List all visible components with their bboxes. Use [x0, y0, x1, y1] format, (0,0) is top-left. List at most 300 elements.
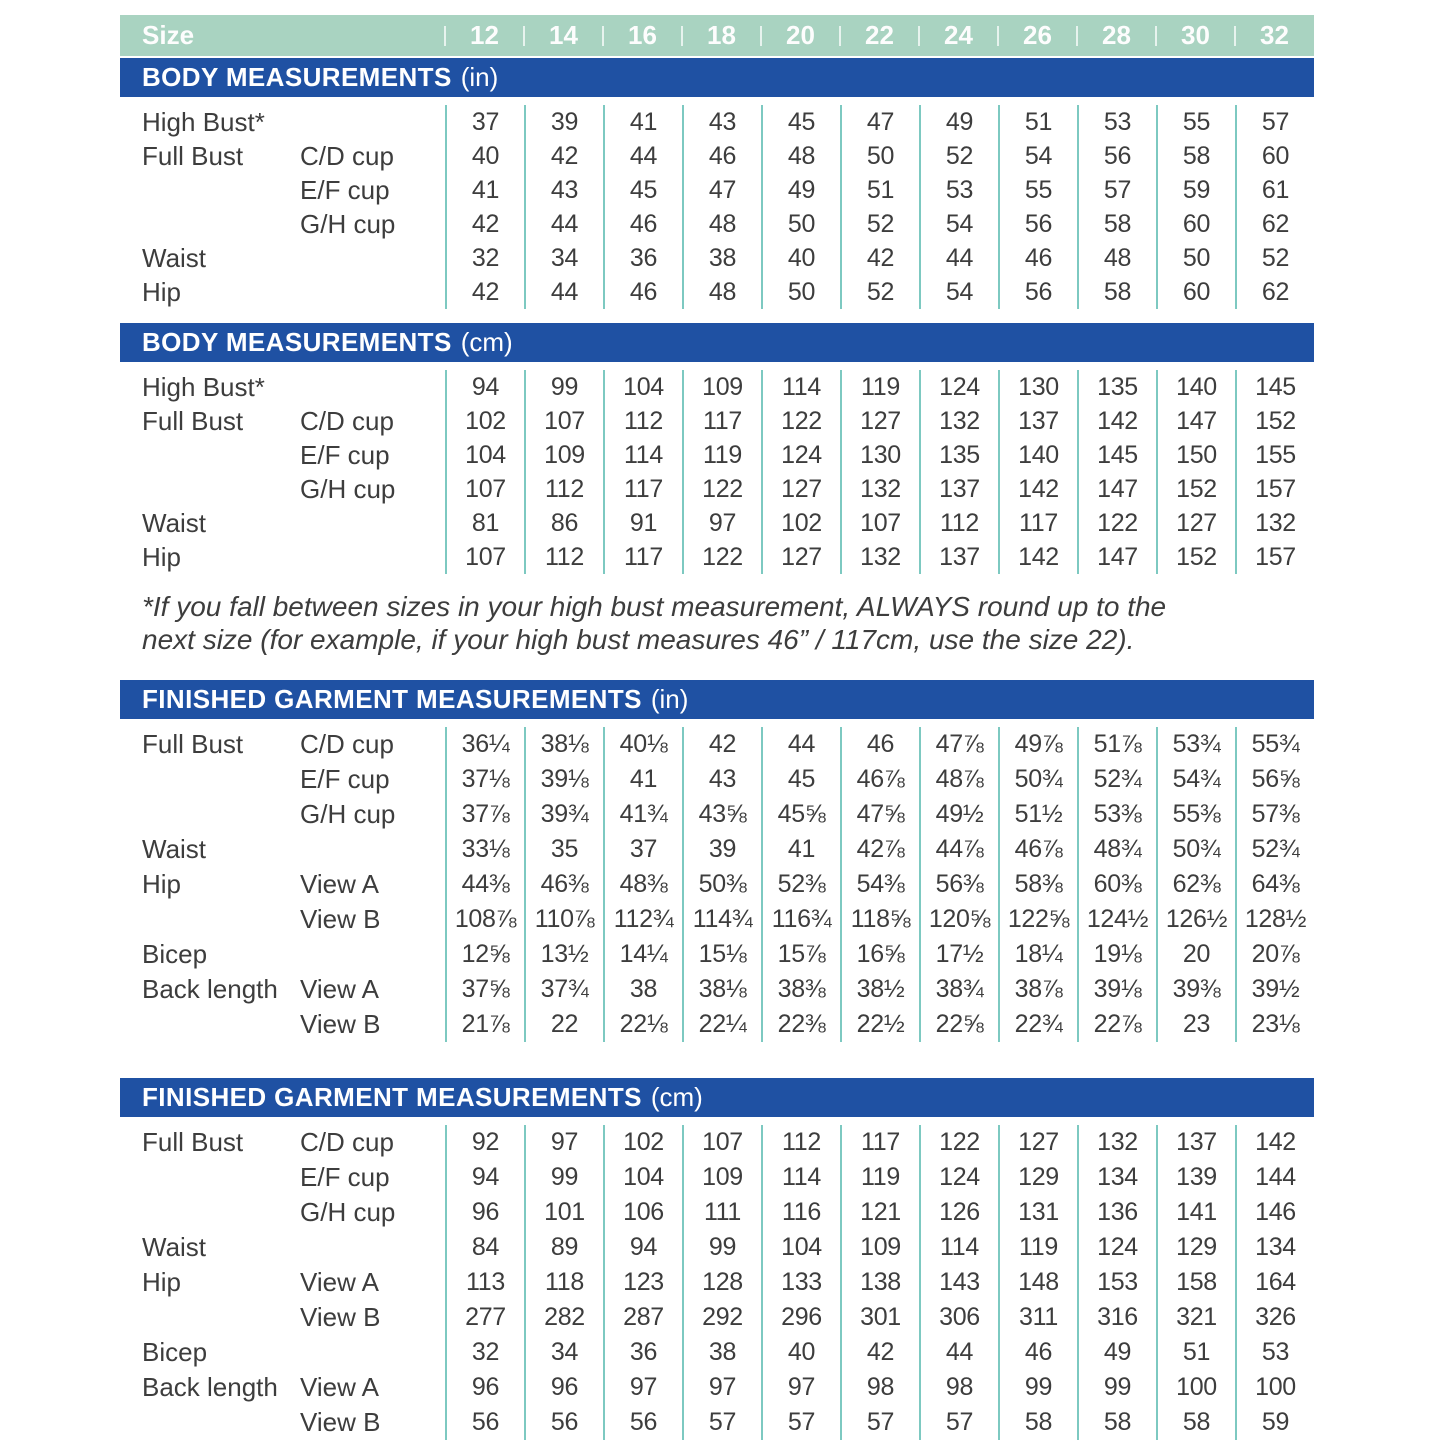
measurement-value: 37: [603, 832, 682, 867]
measurement-value: 38⅞: [998, 972, 1077, 1007]
row-sublabel: E/F cup: [300, 439, 390, 470]
measurement-value: 147: [1156, 404, 1235, 438]
measurement-value: 51: [840, 173, 919, 207]
measurement-value: 157: [1235, 540, 1314, 574]
measurement-value: 41: [603, 105, 682, 139]
measurement-value: 42⅞: [840, 832, 919, 867]
measurement-value: 130: [840, 438, 919, 472]
measurement-value: 39⅜: [1156, 972, 1235, 1007]
finished-garment-cm-table: [120, 1078, 1314, 1440]
measurement-value: 326: [1235, 1300, 1314, 1335]
measurement-value: 116: [761, 1195, 840, 1230]
measurement-value: 41: [445, 173, 524, 207]
measurement-value: 127: [761, 540, 840, 574]
measurement-value: 112¾: [603, 902, 682, 937]
row-sublabel: E/F cup: [300, 1162, 390, 1192]
measurement-value: 311: [998, 1300, 1077, 1335]
row-label: Full Bust: [142, 1127, 244, 1157]
measurement-value: 107: [524, 404, 603, 438]
measurement-value: 106: [603, 1195, 682, 1230]
measurement-value: 136: [1077, 1195, 1156, 1230]
body-measurements-in-table: [120, 58, 1314, 309]
measurement-value: 109: [840, 1230, 919, 1265]
measurement-value: 113: [445, 1265, 524, 1300]
measurement-value: 60: [1156, 207, 1235, 241]
measurement-value: 44: [919, 241, 998, 275]
measurement-value: 147: [1077, 540, 1156, 574]
measurement-value: 60: [1156, 275, 1235, 309]
measurement-value: 47: [682, 173, 761, 207]
measurement-value: 48: [761, 139, 840, 173]
measurement-value: 62: [1235, 207, 1314, 241]
measurement-value: 131: [998, 1195, 1077, 1230]
measurement-value: 112: [524, 540, 603, 574]
measurement-value: 91: [603, 506, 682, 540]
measurement-value: 127: [840, 404, 919, 438]
measurement-value: 122: [1077, 506, 1156, 540]
measurement-value: 58: [1156, 139, 1235, 173]
sizing-note-line-1: *If you fall between sizes in your high bust measurement, ALWAYS round up to the: [142, 591, 1167, 622]
measurement-value: 122: [682, 540, 761, 574]
measurement-value: 52: [840, 275, 919, 309]
measurement-value: 145: [1077, 438, 1156, 472]
measurement-value: 137: [1156, 1125, 1235, 1160]
measurement-value: 117: [603, 472, 682, 506]
row-sublabel: G/H cup: [300, 1197, 396, 1227]
measurement-value: 58: [1077, 1405, 1156, 1440]
measurement-value: 148: [998, 1265, 1077, 1300]
row-sublabel: [300, 241, 445, 275]
size-column-header: 14: [524, 20, 603, 51]
measurement-value: 46⅞: [840, 762, 919, 797]
measurement-value: 40: [761, 241, 840, 275]
measurement-value: 97: [682, 1370, 761, 1405]
measurement-value: 107: [445, 472, 524, 506]
measurement-value: 287: [603, 1300, 682, 1335]
size-column-header: 30: [1156, 20, 1235, 51]
measurement-value: 34: [524, 241, 603, 275]
measurement-value: 48⅞: [919, 762, 998, 797]
measurement-value: 47: [840, 105, 919, 139]
measurement-value: 57: [1235, 105, 1314, 139]
measurement-value: 49½: [919, 797, 998, 832]
measurement-value: 46⅜: [524, 867, 603, 902]
measurement-value: 316: [1077, 1300, 1156, 1335]
row-label: High Bust*: [142, 106, 265, 137]
measurement-value: 58: [998, 1405, 1077, 1440]
measurement-value: 99: [998, 1370, 1077, 1405]
measurement-value: 22⅞: [1077, 1007, 1156, 1042]
row-sublabel: View A: [300, 974, 380, 1004]
row-label: [120, 1405, 300, 1440]
row-label: Hip: [142, 276, 182, 307]
measurement-value: 104: [603, 1160, 682, 1195]
row-label: Hip: [142, 541, 182, 572]
measurement-value: 23: [1156, 1007, 1235, 1042]
row-label: [120, 472, 300, 506]
measurement-value: 49⅞: [998, 727, 1077, 762]
measurement-value: 40: [445, 139, 524, 173]
measurement-value: 145: [1235, 370, 1314, 404]
row-sublabel: C/D cup: [300, 405, 394, 436]
measurement-value: 44: [524, 275, 603, 309]
measurement-value: 62: [1235, 275, 1314, 309]
measurement-value: 96: [445, 1370, 524, 1405]
measurement-value: 39⅛: [524, 762, 603, 797]
measurement-value: 109: [524, 438, 603, 472]
sizing-note-line-2: next size (for example, if your high bust measures 46” / 117cm, use the size 22).: [142, 624, 1135, 655]
row-label: Back length: [142, 974, 278, 1004]
row-sublabel: View B: [300, 1302, 381, 1332]
measurement-value: 92: [445, 1125, 524, 1160]
measurement-value: 58⅜: [998, 867, 1077, 902]
measurement-value: 139: [1156, 1160, 1235, 1195]
measurement-value: 46: [682, 139, 761, 173]
measurement-value: 104: [761, 1230, 840, 1265]
measurement-value: 321: [1156, 1300, 1235, 1335]
measurement-table: [120, 1117, 1314, 1440]
measurement-value: 22⅝: [919, 1007, 998, 1042]
row-sublabel: C/D cup: [300, 729, 394, 759]
measurement-value: 109: [682, 1160, 761, 1195]
measurement-value: 50¾: [1156, 832, 1235, 867]
measurement-value: 118⅝: [840, 902, 919, 937]
measurement-value: 111: [682, 1195, 761, 1230]
measurement-value: 153: [1077, 1265, 1156, 1300]
measurement-value: 43: [682, 762, 761, 797]
measurement-value: 50: [761, 207, 840, 241]
measurement-value: 301: [840, 1300, 919, 1335]
measurement-value: 44: [919, 1335, 998, 1370]
measurement-value: 144: [1235, 1160, 1314, 1195]
measurement-value: 49: [1077, 1335, 1156, 1370]
measurement-value: 40⅛: [603, 727, 682, 762]
measurement-value: 37⅛: [445, 762, 524, 797]
measurement-value: 14¼: [603, 937, 682, 972]
measurement-value: 46: [998, 1335, 1077, 1370]
measurement-value: 104: [603, 370, 682, 404]
measurement-value: 57: [682, 1405, 761, 1440]
measurement-value: 35: [524, 832, 603, 867]
measurement-value: 112: [761, 1125, 840, 1160]
row-label: Hip: [142, 1267, 182, 1297]
measurement-value: 119: [998, 1230, 1077, 1265]
size-column-header: 32: [1235, 20, 1314, 51]
measurement-value: 155: [1235, 438, 1314, 472]
measurement-value: 107: [840, 506, 919, 540]
measurement-value: 133: [761, 1265, 840, 1300]
row-sublabel: E/F cup: [300, 764, 390, 794]
section-title: BODY MEASUREMENTS: [142, 327, 452, 357]
row-label: [120, 1160, 300, 1195]
measurement-value: 52: [919, 139, 998, 173]
measurement-value: 42: [524, 139, 603, 173]
measurement-value: 81: [445, 506, 524, 540]
measurement-value: 44: [603, 139, 682, 173]
measurement-value: 96: [445, 1195, 524, 1230]
row-label: Full Bust: [142, 729, 244, 759]
measurement-value: 38⅛: [682, 972, 761, 1007]
measurement-value: 51⅞: [1077, 727, 1156, 762]
measurement-value: 22: [524, 1007, 603, 1042]
section-header-bar: [120, 680, 1314, 719]
measurement-value: 18¼: [998, 937, 1077, 972]
measurement-value: 52: [840, 207, 919, 241]
row-sublabel: [300, 506, 445, 540]
measurement-value: 57: [761, 1405, 840, 1440]
measurement-value: 135: [919, 438, 998, 472]
section-header-bar: [120, 323, 1314, 362]
measurement-value: 277: [445, 1300, 524, 1335]
measurement-value: 38: [682, 1335, 761, 1370]
measurement-value: 86: [524, 506, 603, 540]
measurement-value: 97: [603, 1370, 682, 1405]
measurement-value: 116¾: [761, 902, 840, 937]
measurement-value: 55: [1156, 105, 1235, 139]
measurement-value: 124: [919, 1160, 998, 1195]
measurement-value: 37⅞: [445, 797, 524, 832]
measurement-value: 117: [682, 404, 761, 438]
measurement-value: 15⅛: [682, 937, 761, 972]
measurement-value: 42: [445, 207, 524, 241]
row-label: Bicep: [142, 1337, 208, 1367]
size-column-header: 20: [761, 20, 840, 51]
measurement-value: 53: [1077, 105, 1156, 139]
measurement-value: 112: [919, 506, 998, 540]
measurement-value: 38½: [840, 972, 919, 1007]
measurement-value: 121: [840, 1195, 919, 1230]
measurement-value: 58: [1156, 1405, 1235, 1440]
measurement-value: 19⅛: [1077, 937, 1156, 972]
measurement-value: 109: [682, 370, 761, 404]
measurement-value: 117: [840, 1125, 919, 1160]
measurement-value: 55⅜: [1156, 797, 1235, 832]
measurement-value: 41: [761, 832, 840, 867]
measurement-value: 152: [1235, 404, 1314, 438]
measurement-value: 126½: [1156, 902, 1235, 937]
measurement-value: 57: [919, 1405, 998, 1440]
measurement-value: 142: [1077, 404, 1156, 438]
measurement-value: 43: [524, 173, 603, 207]
measurement-value: 137: [919, 472, 998, 506]
measurement-value: 122: [682, 472, 761, 506]
row-sublabel: E/F cup: [300, 174, 390, 205]
measurement-value: 143: [919, 1265, 998, 1300]
measurement-value: 129: [998, 1160, 1077, 1195]
measurement-value: 114¾: [682, 902, 761, 937]
measurement-value: 112: [603, 404, 682, 438]
size-chart-content: [120, 15, 1314, 1440]
row-label: Waist: [142, 834, 207, 864]
measurement-value: 41: [603, 762, 682, 797]
measurement-value: 50⅜: [682, 867, 761, 902]
measurement-value: 60: [1235, 139, 1314, 173]
size-column-header: 12: [445, 20, 524, 51]
measurement-value: 119: [840, 1160, 919, 1195]
measurement-value: 16⅝: [840, 937, 919, 972]
measurement-value: 122⅝: [998, 902, 1077, 937]
row-label: Waist: [142, 1232, 207, 1262]
body-measurements-cm-table: [120, 323, 1314, 574]
row-label: [120, 1300, 300, 1335]
row-label: [120, 438, 300, 472]
measurement-value: 99: [524, 370, 603, 404]
measurement-value: 64⅜: [1235, 867, 1314, 902]
measurement-value: 152: [1156, 540, 1235, 574]
row-label: [120, 902, 300, 937]
measurement-value: 53: [1235, 1335, 1314, 1370]
measurement-value: 132: [1235, 506, 1314, 540]
row-label: [120, 1195, 300, 1230]
measurement-value: 57⅜: [1235, 797, 1314, 832]
measurement-value: 107: [445, 540, 524, 574]
measurement-value: 104: [445, 438, 524, 472]
measurement-value: 94: [445, 1160, 524, 1195]
measurement-value: 128½: [1235, 902, 1314, 937]
measurement-value: 52¾: [1077, 762, 1156, 797]
section-title: FINISHED GARMENT MEASUREMENTS: [142, 684, 642, 714]
measurement-value: 22¼: [682, 1007, 761, 1042]
measurement-value: 45: [603, 173, 682, 207]
measurement-value: 142: [998, 472, 1077, 506]
size-column-header: 24: [919, 20, 998, 51]
measurement-value: 306: [919, 1300, 998, 1335]
measurement-value: 142: [1235, 1125, 1314, 1160]
measurement-value: 20⅞: [1235, 937, 1314, 972]
measurement-value: 62⅜: [1156, 867, 1235, 902]
size-column-header: 22: [840, 20, 919, 51]
measurement-value: 158: [1156, 1265, 1235, 1300]
row-label: High Bust*: [142, 371, 265, 402]
measurement-value: 56: [445, 1405, 524, 1440]
measurement-value: 56⅝: [1235, 762, 1314, 797]
measurement-value: 48: [1077, 241, 1156, 275]
measurement-value: 46: [998, 241, 1077, 275]
measurement-value: 33⅛: [445, 832, 524, 867]
section-title: BODY MEASUREMENTS: [142, 62, 452, 92]
measurement-value: 141: [1156, 1195, 1235, 1230]
measurement-value: 52¾: [1235, 832, 1314, 867]
measurement-value: 126: [919, 1195, 998, 1230]
measurement-value: 134: [1235, 1230, 1314, 1265]
measurement-value: 96: [524, 1370, 603, 1405]
row-sublabel: [300, 832, 445, 867]
measurement-value: 48: [682, 207, 761, 241]
measurement-value: 37¾: [524, 972, 603, 1007]
measurement-value: 137: [998, 404, 1077, 438]
measurement-table: [120, 97, 1314, 309]
measurement-value: 40: [761, 1335, 840, 1370]
measurement-table: [120, 719, 1314, 1042]
measurement-value: 53⅜: [1077, 797, 1156, 832]
measurement-value: 42: [840, 1335, 919, 1370]
measurement-value: 135: [1077, 370, 1156, 404]
row-sublabel: G/H cup: [300, 208, 396, 239]
measurement-value: 17½: [919, 937, 998, 972]
row-sublabel: View B: [300, 1009, 381, 1039]
measurement-value: 55: [998, 173, 1077, 207]
measurement-value: 101: [524, 1195, 603, 1230]
row-label: Back length: [142, 1372, 278, 1402]
measurement-value: 60⅜: [1077, 867, 1156, 902]
measurement-value: 47⅞: [919, 727, 998, 762]
measurement-value: 114: [603, 438, 682, 472]
row-label: [120, 207, 300, 241]
measurement-value: 49: [761, 173, 840, 207]
row-label: [120, 797, 300, 832]
section-unit: (in): [650, 684, 689, 714]
measurement-value: 57: [840, 1405, 919, 1440]
measurement-value: 146: [1235, 1195, 1314, 1230]
measurement-value: 120⅝: [919, 902, 998, 937]
measurement-value: 112: [524, 472, 603, 506]
measurement-value: 122: [761, 404, 840, 438]
size-header-label: Size: [142, 20, 195, 50]
measurement-value: 52⅜: [761, 867, 840, 902]
measurement-value: 44: [761, 727, 840, 762]
measurement-value: 117: [603, 540, 682, 574]
row-sublabel: [300, 275, 445, 309]
measurement-value: 99: [1077, 1370, 1156, 1405]
measurement-value: 147: [1077, 472, 1156, 506]
measurement-value: 49: [919, 105, 998, 139]
measurement-value: 45⅝: [761, 797, 840, 832]
measurement-value: 124½: [1077, 902, 1156, 937]
measurement-value: 50: [840, 139, 919, 173]
measurement-value: 98: [919, 1370, 998, 1405]
measurement-value: 94: [445, 370, 524, 404]
measurement-value: 56: [998, 275, 1077, 309]
measurement-value: 102: [445, 404, 524, 438]
measurement-value: 117: [998, 506, 1077, 540]
row-label: Waist: [142, 242, 207, 273]
measurement-value: 164: [1235, 1265, 1314, 1300]
row-sublabel: G/H cup: [300, 799, 396, 829]
measurement-value: 52: [1235, 241, 1314, 275]
section-header-bar: [120, 1078, 1314, 1117]
measurement-value: 100: [1156, 1370, 1235, 1405]
measurement-value: 138: [840, 1265, 919, 1300]
row-sublabel: [300, 370, 445, 404]
measurement-value: 132: [840, 472, 919, 506]
measurement-value: 124: [1077, 1230, 1156, 1265]
measurement-value: 44⅜: [445, 867, 524, 902]
measurement-value: 123: [603, 1265, 682, 1300]
size-column-header: 26: [998, 20, 1077, 51]
row-label: Bicep: [142, 939, 208, 969]
measurement-value: 89: [524, 1230, 603, 1265]
measurement-value: 56: [998, 207, 1077, 241]
measurement-value: 94: [603, 1230, 682, 1265]
measurement-value: 12⅝: [445, 937, 524, 972]
measurement-value: 22¾: [998, 1007, 1077, 1042]
measurement-value: 97: [682, 506, 761, 540]
measurement-value: 51: [998, 105, 1077, 139]
measurement-value: 124: [761, 438, 840, 472]
measurement-value: 37⅝: [445, 972, 524, 1007]
section-unit: (in): [460, 62, 499, 92]
row-label: Hip: [142, 869, 182, 899]
measurement-value: 54⅜: [840, 867, 919, 902]
measurement-value: 97: [524, 1125, 603, 1160]
measurement-value: 36: [603, 241, 682, 275]
measurement-value: 56: [603, 1405, 682, 1440]
measurement-value: 129: [1156, 1230, 1235, 1265]
measurement-value: 119: [840, 370, 919, 404]
measurement-value: 53¾: [1156, 727, 1235, 762]
measurement-value: 58: [1077, 207, 1156, 241]
measurement-value: 48: [682, 275, 761, 309]
